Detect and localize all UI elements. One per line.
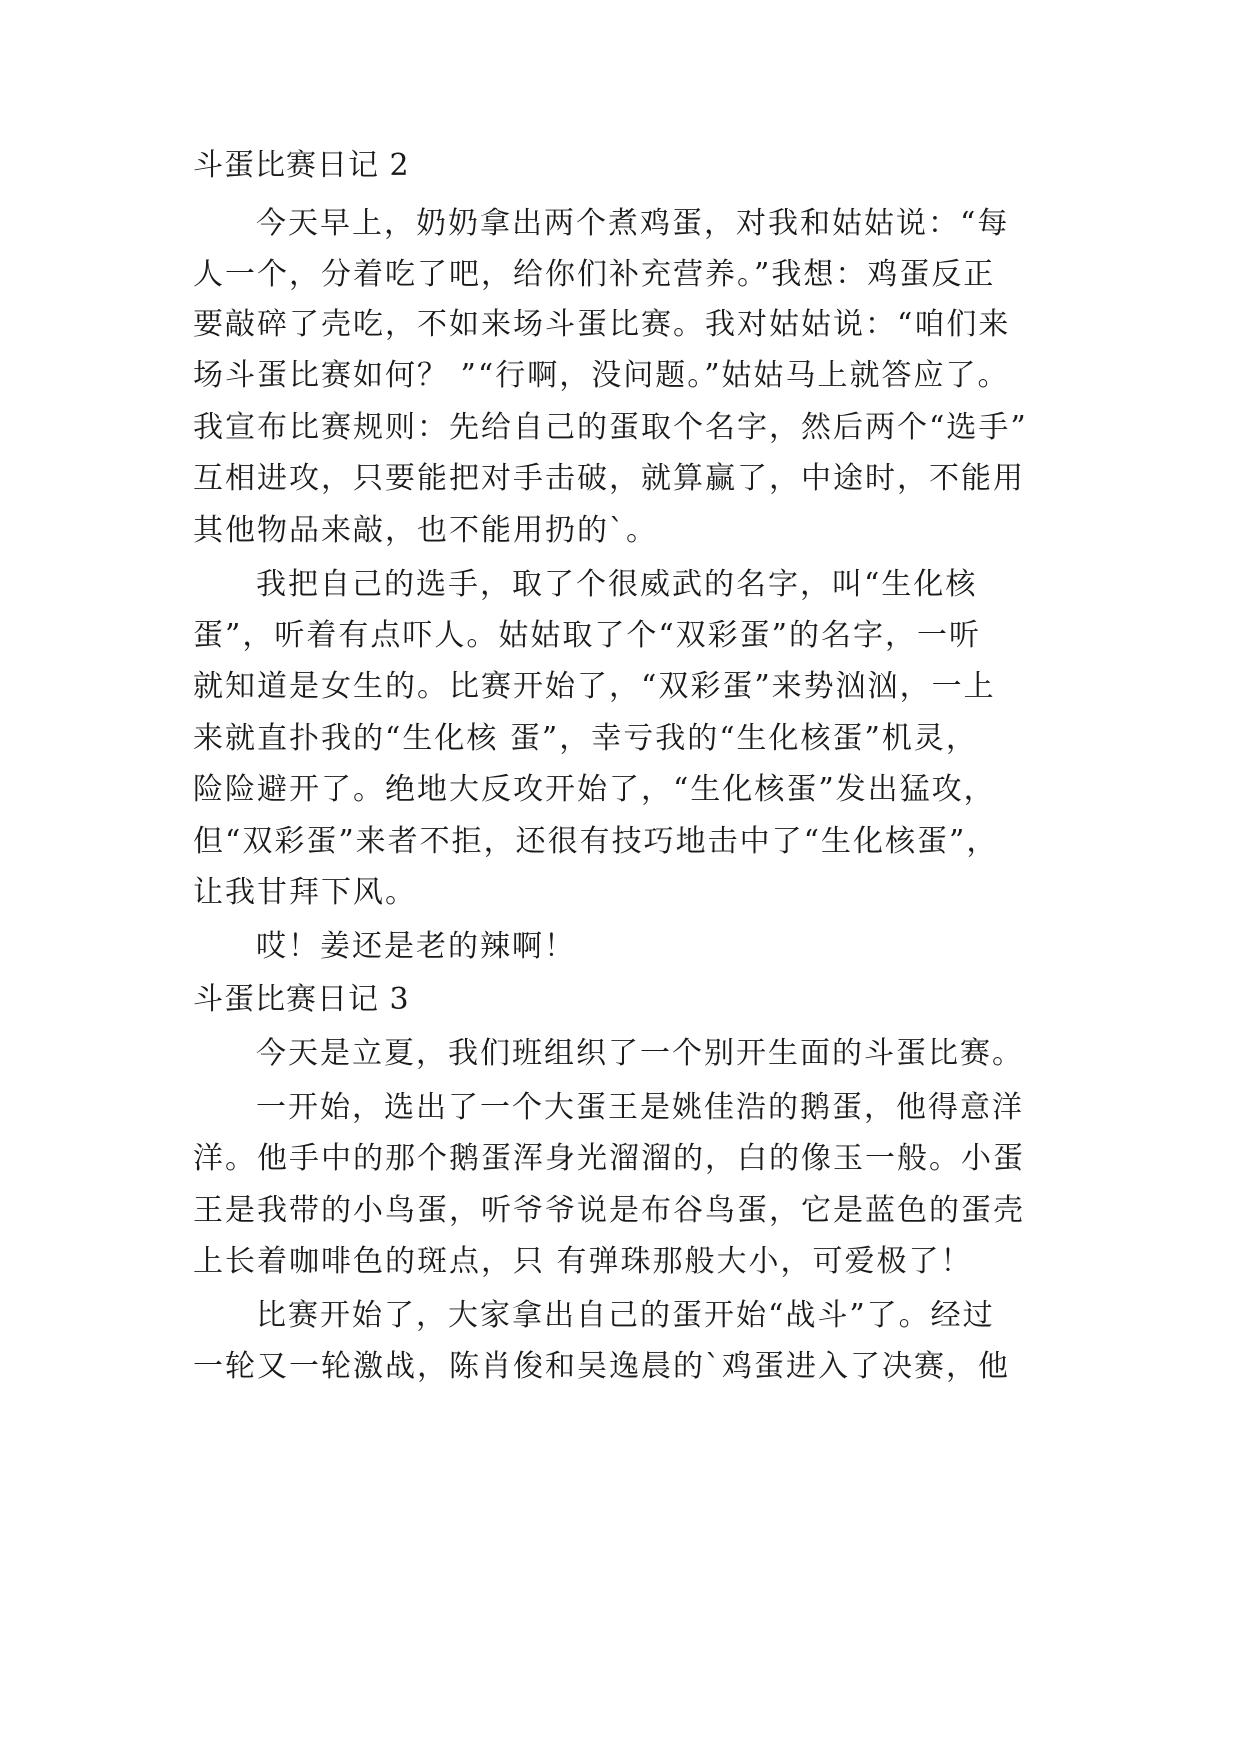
diary3-para2-line: 上长着咖啡色的斑点，只 有弹珠那般大小，可爱极了！ [193,1244,973,1279]
diary2-para1-line: 人一个，分着吃了吧，给你们补充营养。”我想：鸡蛋反正 [193,257,996,292]
diary2-para1-line: 其他物品来敲，也不能用扔的`。 [193,513,658,548]
diary3-para1-line: 今天是立夏，我们班组织了一个别开生面的斗蛋比赛。 [256,1036,1024,1071]
diary3-para2-line: 一开始，选出了一个大蛋王是姚佳浩的鹅蛋，他得意洋 [256,1090,1024,1125]
diary2-title: 斗蛋比赛日记 2 [193,148,410,183]
diary3-para3-line: 一轮又一轮激战，陈肖俊和吴逸晨的`鸡蛋进入了决赛，他 [193,1349,1010,1384]
diary2-para3-line: 哎！姜还是老的辣啊！ [256,929,576,964]
diary3-para2-line: 王是我带的小鸟蛋，听爷爷说是布谷鸟蛋，它是蓝色的蛋壳 [193,1193,1025,1228]
diary2-para2-line: 蛋”，听着有点吓人。姑姑取了个“双彩蛋”的名字，一听 [193,618,982,653]
diary2-para1-line: 我宣布比赛规则：先给自己的蛋取个名字，然后两个“选手” [193,410,1028,445]
diary2-para2-line: 险险避开了。绝地大反攻开始了，“生化核蛋”发出猛攻， [193,772,996,807]
diary2-para2-line: 让我甘拜下风。 [193,875,417,910]
diary2-para1-line: 要敲碎了壳吃，不如来场斗蛋比赛。我对姑姑说：“咱们来 [193,307,1011,342]
diary3-para3-line: 比赛开始了，大家拿出自己的蛋开始“战斗”了。经过 [256,1298,995,1333]
diary2-para1-line: 互相进攻，只要能把对手击破，就算赢了，中途时，不能用 [193,461,1025,496]
diary2-para2-line: 我把自己的选手，取了个很威武的名字，叫“生化核 [256,567,978,602]
diary2-para2-line: 就知道是女生的。比赛开始了，“双彩蛋”来势汹汹，一上 [193,669,996,704]
diary3-para2-line: 洋。他手中的那个鹅蛋浑身光溜溜的，白的像玉一般。小蛋 [193,1141,1025,1176]
diary2-para2-line: 来就直扑我的“生化核 蛋”，幸亏我的“生化核蛋”机灵， [193,721,978,756]
diary2-para1-line: 今天早上，奶奶拿出两个煮鸡蛋，对我和姑姑说：“每 [256,206,1010,241]
diary3-title: 斗蛋比赛日记 3 [193,982,410,1017]
diary2-para1-line: 场斗蛋比赛如何？ ”“行啊，没问题。”姑姑马上就答应了。 [193,358,1010,393]
diary2-para2-line: 但“双彩蛋”来者不拒，还很有技巧地击中了“生化核蛋”， [193,824,999,859]
